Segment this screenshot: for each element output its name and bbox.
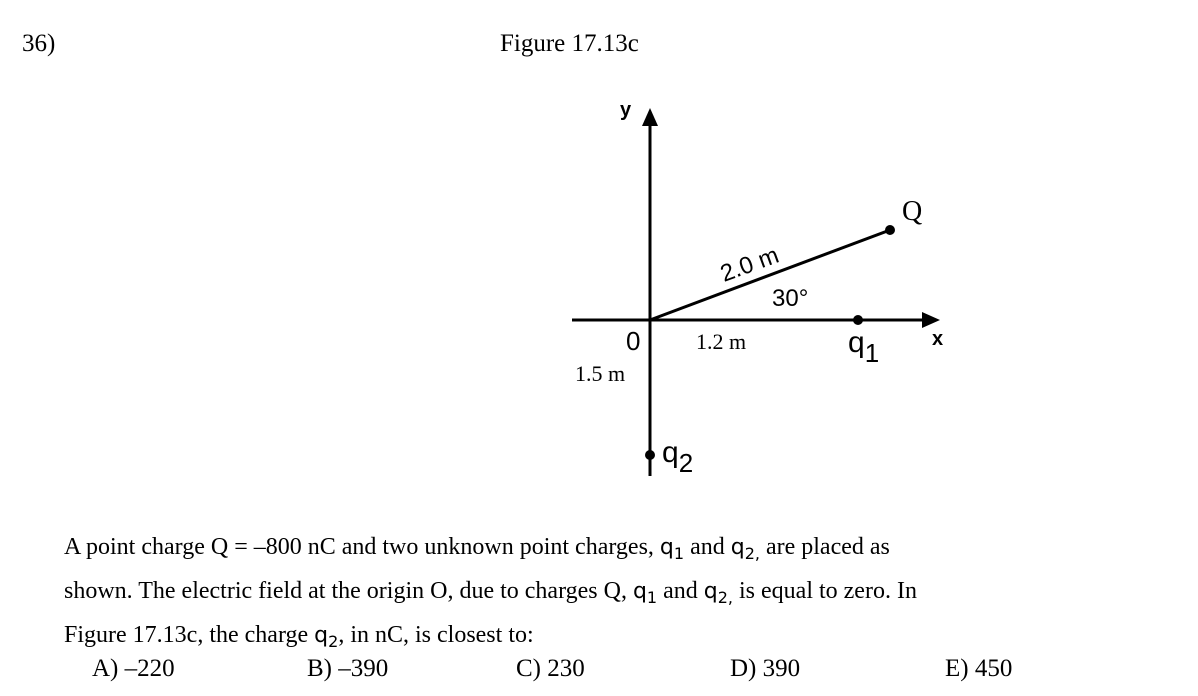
q2-symbol (314, 623, 339, 651)
q2-subscript: 2, (744, 544, 760, 563)
question-text-segment: Figure 17.13c, the charge (64, 622, 309, 648)
distance-q2-label: 1.5 m (575, 361, 626, 386)
distance-q-label: 2.0 m (716, 241, 783, 288)
angle-label: 30° (772, 285, 809, 312)
q1-subscript: 1 (673, 544, 685, 563)
x-axis-label: x (932, 328, 944, 350)
origin-label: 0 (626, 326, 641, 356)
q2-letter: q (730, 535, 745, 560)
choice-b[interactable]: B) –390 (307, 655, 389, 682)
q2-symbol (703, 579, 733, 607)
charge-q2-label (662, 436, 693, 478)
q1-symbol (659, 535, 685, 563)
q1-letter: q (632, 579, 647, 604)
question-text-segment: , in nC, is closest to: (338, 622, 534, 648)
charge-q1-letter: q (848, 326, 865, 359)
x-axis-arrowhead (922, 312, 940, 328)
q1-letter: q (659, 535, 674, 560)
charge-q2-letter: q (662, 436, 679, 469)
charge-q1-label (848, 326, 879, 368)
charge-q-label: Q (902, 196, 923, 227)
charge-q-point (885, 225, 895, 235)
choice-e[interactable]: E) 450 (945, 655, 1013, 682)
question-text-segment: is equal to zero. In (739, 578, 917, 604)
choice-c[interactable]: C) 230 (516, 655, 585, 682)
q2-letter: q (314, 623, 329, 648)
charge-q2-point (645, 450, 655, 460)
question-number: 36) (22, 30, 56, 57)
y-axis-arrowhead (642, 108, 658, 126)
question-line-3 (64, 613, 1174, 657)
q2-subscript: 2, (717, 588, 733, 607)
q1-symbol (632, 579, 658, 607)
question-text-segment: and (690, 534, 725, 560)
question-line-1 (64, 525, 1174, 569)
question-line-2 (64, 569, 1174, 613)
question-text-segment: and (663, 578, 698, 604)
q1-subscript: 1 (646, 588, 658, 607)
distance-q1-label: 1.2 m (696, 329, 747, 354)
q2-letter: q (703, 579, 718, 604)
q2-subscript: 2 (328, 632, 339, 651)
charge-q2-subscript: 2 (678, 448, 694, 478)
charge-q1-point (853, 315, 863, 325)
y-axis-label: y (620, 99, 632, 121)
choice-a[interactable]: A) –220 (92, 655, 175, 682)
figure-title: Figure 17.13c (500, 30, 639, 57)
charge-q1-subscript: 1 (864, 338, 880, 368)
q2-symbol (730, 535, 760, 563)
question-text-segment: A point charge Q = –800 nC and two unknown point charges, (64, 534, 654, 560)
choice-d[interactable]: D) 390 (730, 655, 801, 682)
question-text-segment: shown. The electric field at the origin O, due to charges Q, (64, 578, 627, 604)
question-text-segment: are placed as (765, 534, 890, 560)
question-text (64, 525, 1174, 657)
